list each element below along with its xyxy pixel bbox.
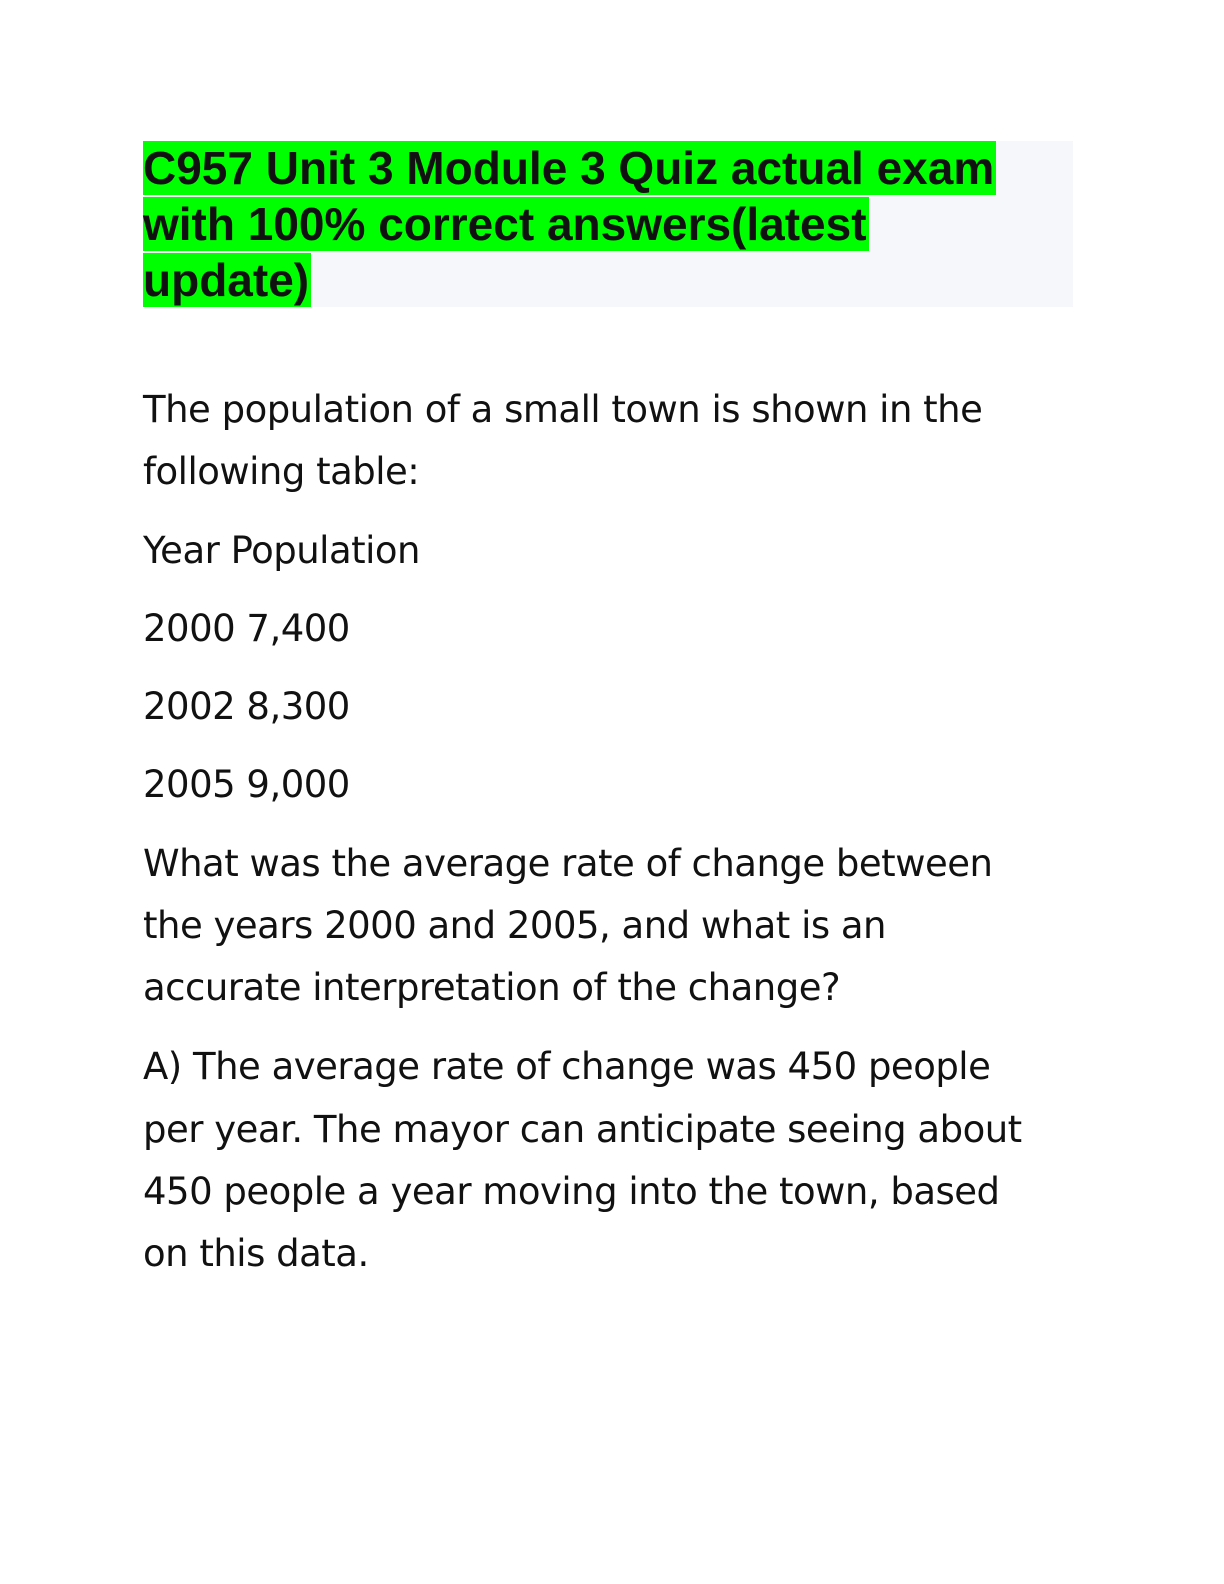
answer-a-line-1: A) The average rate of change was 450 people bbox=[143, 1045, 991, 1088]
answer-a-line-4: on this data. bbox=[143, 1232, 369, 1275]
question-prompt-line-3: accurate interpretation of the change? bbox=[143, 966, 841, 1009]
table-row: 2000 7,400 bbox=[143, 607, 350, 650]
title-line-1: C957 Unit 3 Module 3 Quiz actual exam bbox=[143, 142, 995, 194]
title-line-3: update) bbox=[143, 254, 310, 306]
title-block bbox=[143, 141, 1073, 307]
question-intro-line-2: following table: bbox=[143, 450, 420, 493]
table-header: Year Population bbox=[143, 529, 420, 572]
table-row: 2005 9,000 bbox=[143, 763, 350, 806]
answer-a-line-2: per year. The mayor can anticipate seeing about bbox=[143, 1108, 1022, 1151]
table-row: 2002 8,300 bbox=[143, 685, 350, 728]
question-prompt-line-2: the years 2000 and 2005, and what is an bbox=[143, 904, 887, 947]
title-line-2: with 100% correct answers(latest bbox=[143, 198, 867, 250]
question-intro-line-1: The population of a small town is shown in the bbox=[143, 388, 983, 431]
answer-a-line-3: 450 people a year moving into the town, based bbox=[143, 1170, 1000, 1213]
question-prompt-line-1: What was the average rate of change between bbox=[143, 842, 993, 885]
